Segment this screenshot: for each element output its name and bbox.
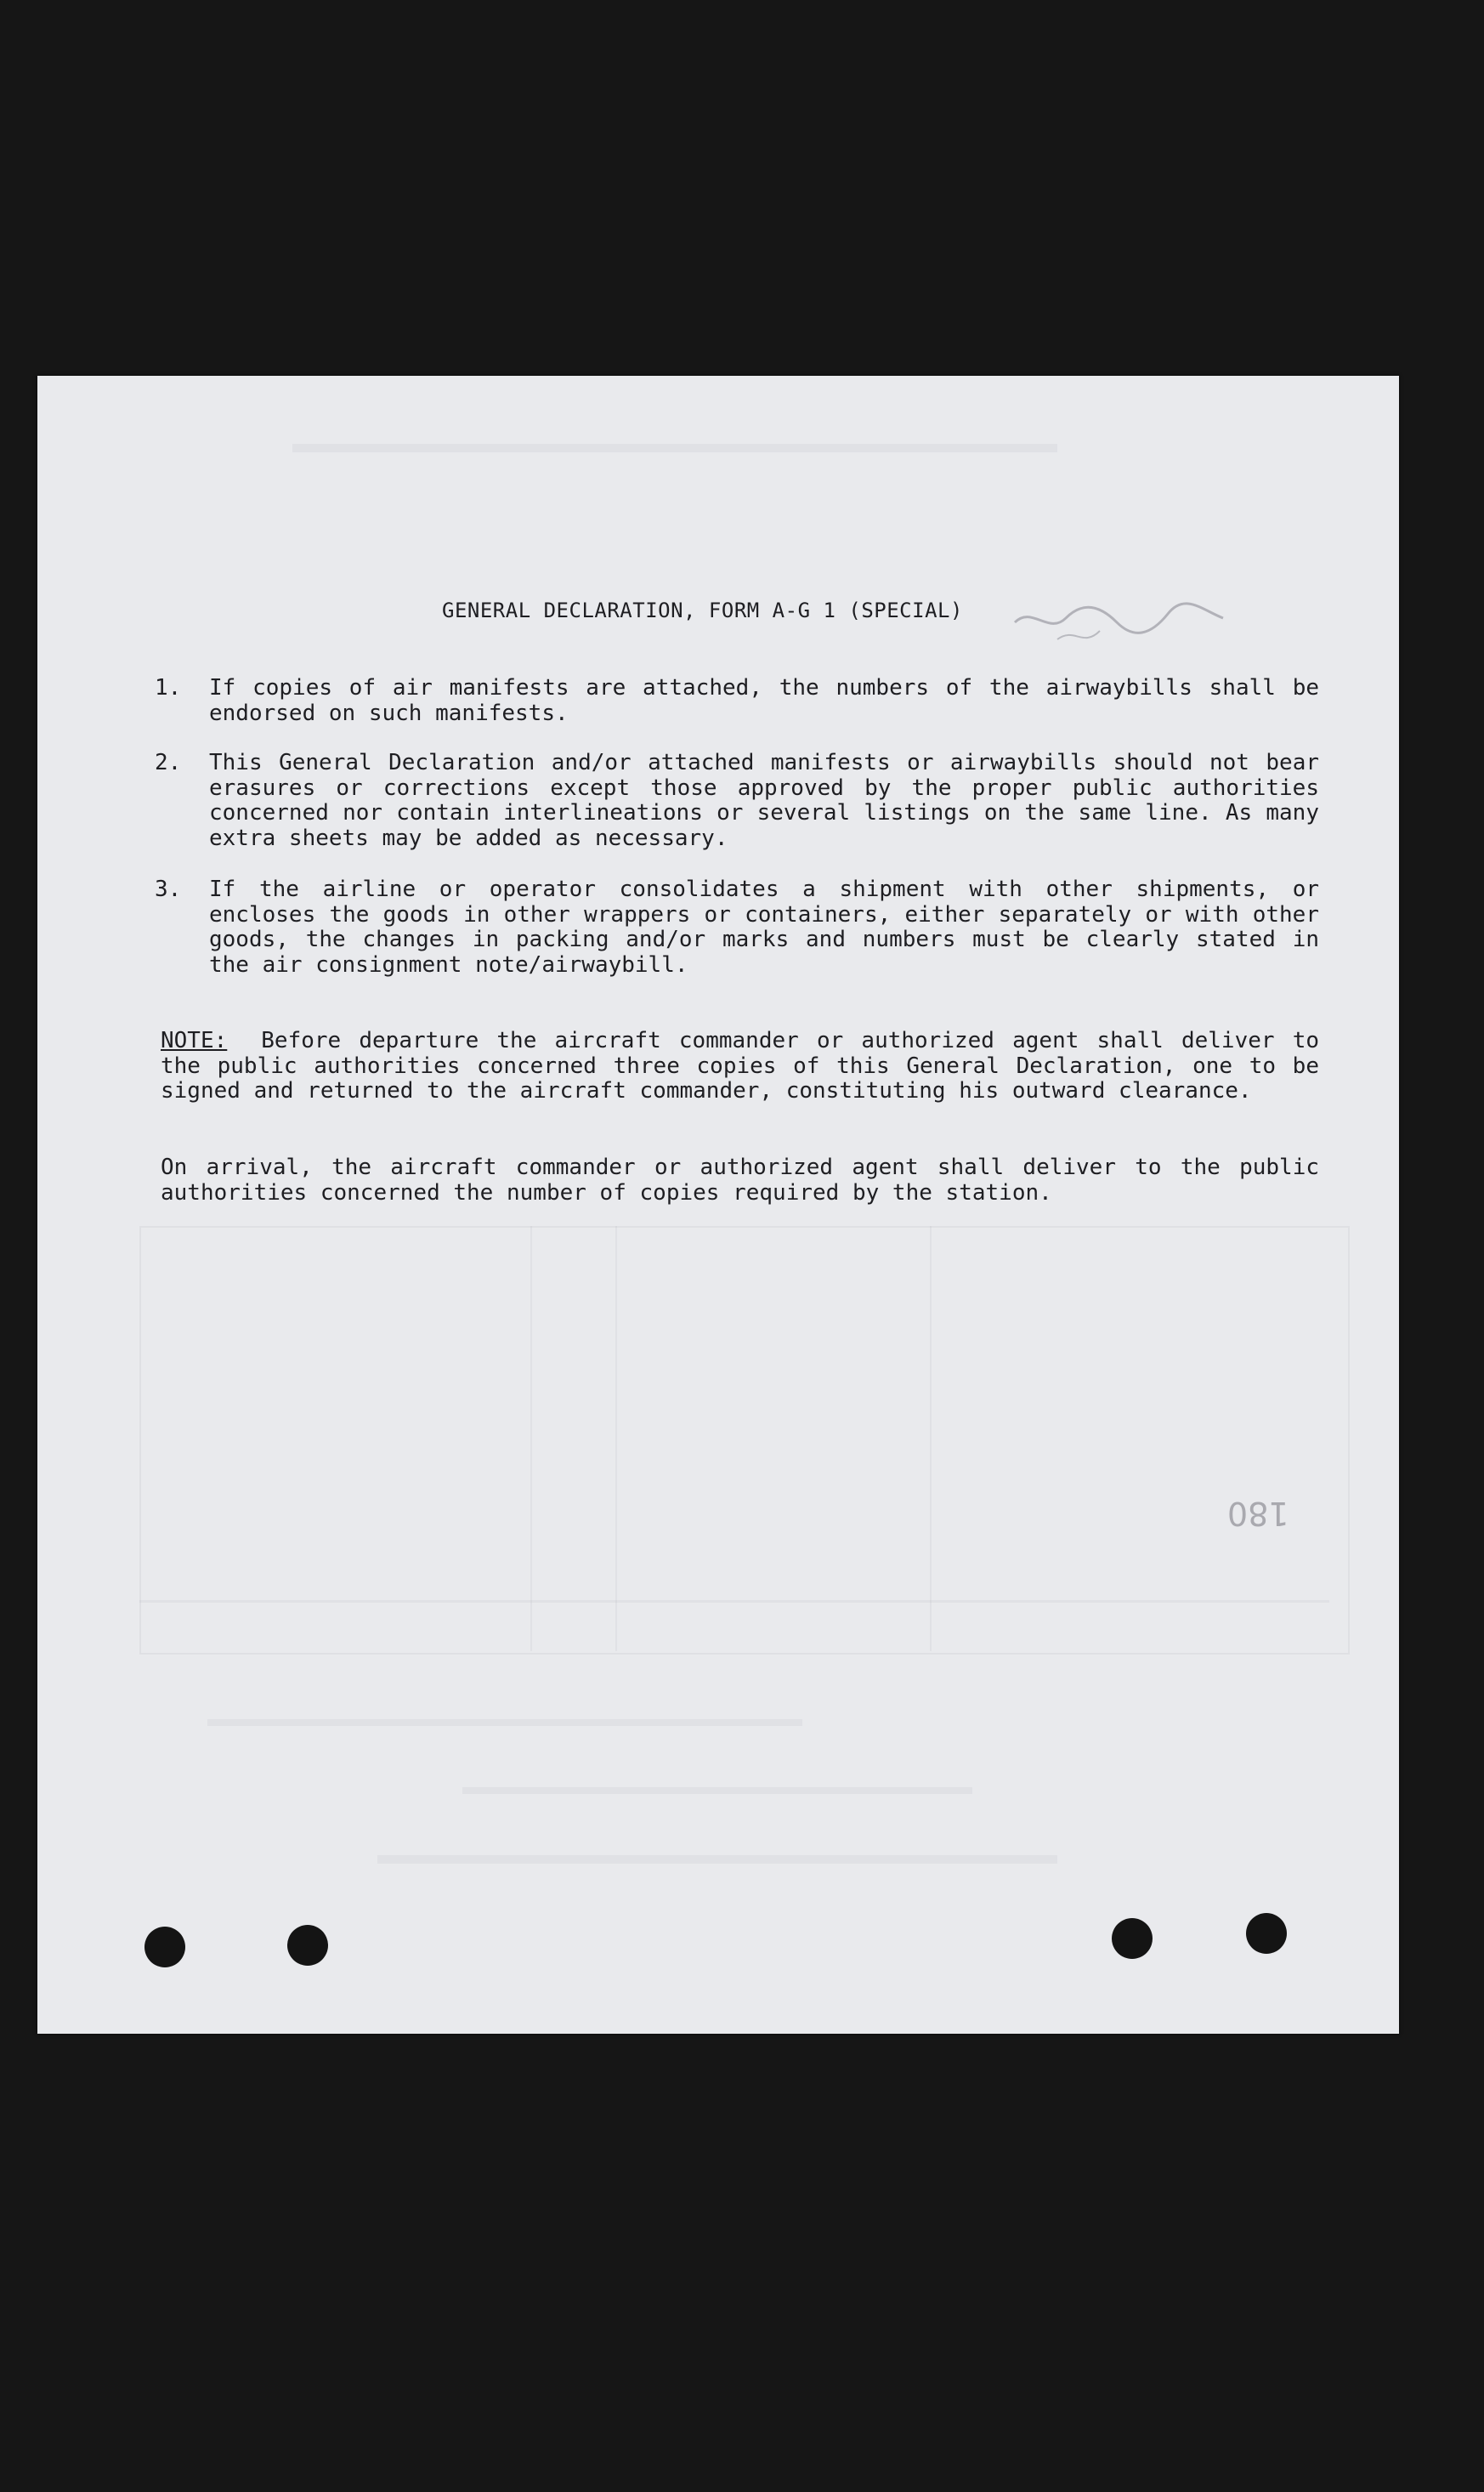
item-text: If the airline or operator consolidates a shipment with other shipments, or encloses the goods in other wrappers or containers, either separately or with other goods, the changes in packing and/or marks and numbers must be clearly stated in the air consignment note/airwaybill. [209, 877, 1319, 978]
instruction-item-1 [155, 676, 1319, 726]
punch-hole [1112, 1918, 1153, 1959]
arrival-paragraph: On arrival, the aircraft commander or authorized agent shall deliver to the public authorities concerned the number of copies required by the station. [161, 1155, 1319, 1206]
note-text: Before departure the aircraft commander or authorized agent shall deliver to the public authorities concerned three copies of this General Declaration, one to be signed and returned to the aircraft commander, constituting his outward clearance. [161, 1028, 1319, 1104]
item-number: 1. [155, 675, 182, 701]
paper-sheet [37, 376, 1399, 2034]
note-label: NOTE: [161, 1028, 228, 1053]
punch-hole [287, 1925, 328, 1966]
note-paragraph [161, 1029, 1319, 1104]
instruction-item-3 [155, 877, 1319, 978]
item-number: 2. [155, 750, 182, 775]
item-text: If copies of air manifests are attached, the numbers of the airwaybills shall be endorsed on such manifests. [209, 675, 1319, 726]
item-text: This General Declaration and/or attached manifests or airwaybills should not bear erasures or corrections except those approved by the proper public authorities concerned nor contain interlineations or several listings on the same line. As many extra sheets may be added as necessary. [209, 750, 1319, 851]
punch-hole [1246, 1913, 1287, 1954]
instruction-item-2 [155, 751, 1319, 851]
document-body [37, 376, 1399, 2034]
document-title: GENERAL DECLARATION, FORM A-G 1 (SPECIAL) [442, 599, 963, 622]
bleed-through-page-number: 180 [1227, 1495, 1289, 1532]
punch-hole [144, 1927, 185, 1967]
item-number: 3. [155, 877, 182, 902]
